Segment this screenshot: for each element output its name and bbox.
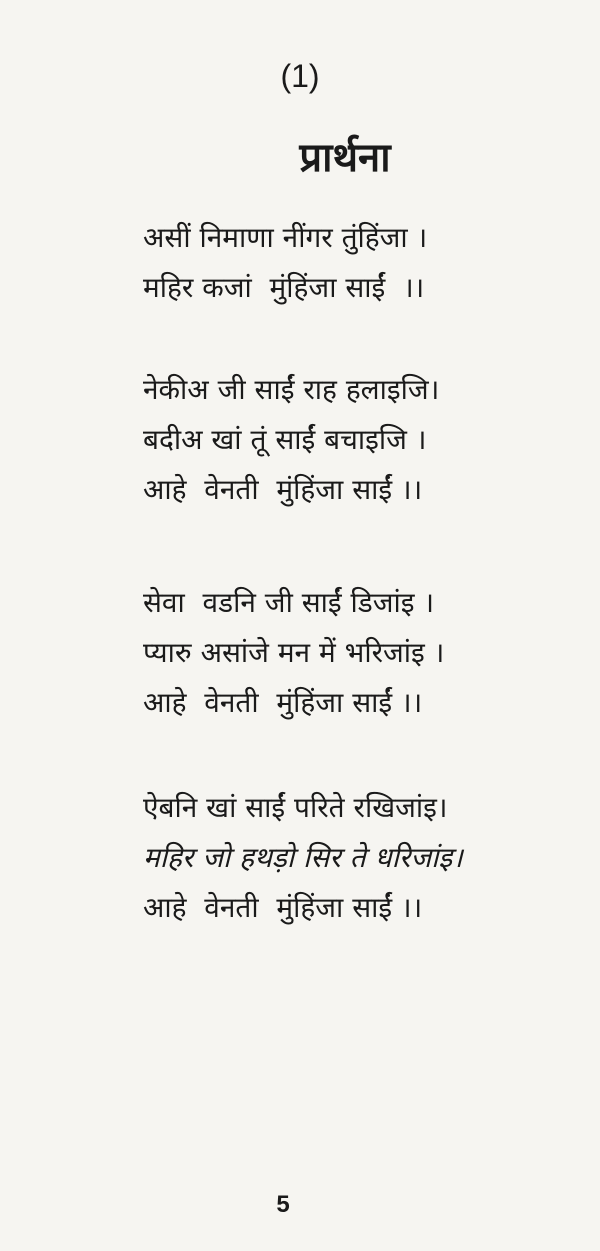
verse-line: ऐबनि खां साईं परिते रखिजांइ। — [143, 791, 448, 824]
verse-line: सेवा वडनि जी साईं डिजांइ । — [143, 586, 435, 619]
verse-line: आहे वेनती मुंहिंजा साईं ।। — [143, 891, 423, 924]
stanza-4 — [143, 783, 583, 933]
verse-line: महिर कजां मुंहिंजा साईं ।। — [143, 271, 425, 304]
stanza-1 — [143, 213, 583, 313]
verse-line: महिर जो हथड़ो सिर ते धरिजांइ। — [143, 841, 463, 874]
page-number: 5 — [276, 1191, 290, 1218]
stanza-2 — [143, 365, 583, 515]
page-title: प्रार्थना — [299, 135, 391, 181]
section-number: (1) — [280, 58, 320, 94]
verse-line: आहे वेनती मुंहिंजा साईं ।। — [143, 686, 423, 719]
verse-line: बदीअ खां तूं साईं बचाइजि । — [143, 423, 427, 456]
verse-line: प्यारु असांजे मन में भरिजांइ । — [143, 636, 445, 669]
verse-line: आहे वेनती मुंहिंजा साईं ।। — [143, 473, 423, 506]
stanza-3 — [143, 578, 583, 728]
verse-line: नेकीअ जी साईं राह हलाइजि। — [143, 373, 440, 406]
verse-line: असीं निमाणा नींगर तुंहिंजा । — [143, 221, 428, 254]
